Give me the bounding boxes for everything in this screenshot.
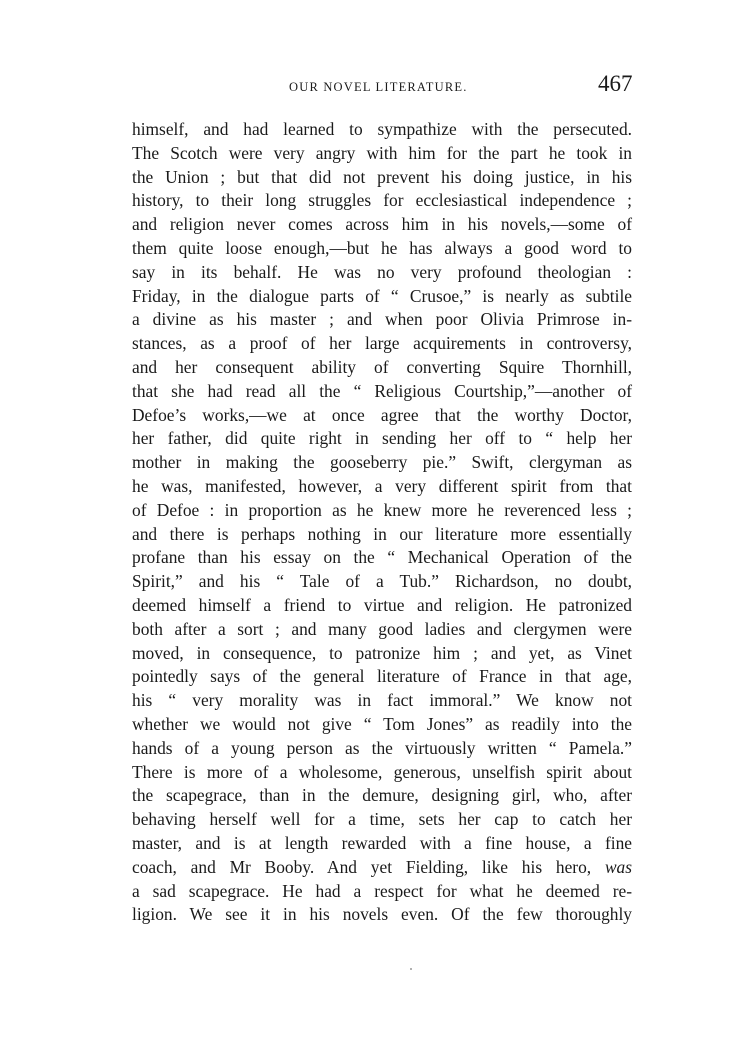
text-line: and her consequent ability of converting Squire Thornhill, [132, 356, 632, 377]
text-line: and religion never comes across him in his novels,—some of [132, 214, 632, 235]
text-line: moved, in consequence, to patronize him ; and yet, as Vinet [132, 642, 632, 663]
text-line: master, and is at length rewarded with a fine house, a fine [132, 832, 632, 853]
text-line: Defoe’s works,—we at once agree that the worthy Doctor, [132, 404, 632, 425]
text-line: behaving herself well for a time, sets her cap to catch her [132, 809, 632, 830]
text-line: both after a sort ; and many good ladies and clergymen were [132, 618, 632, 639]
text-line: and there is perhaps nothing in our literature more essentially [132, 523, 632, 544]
running-head: OUR NOVEL LITERATURE. [289, 80, 468, 94]
text-line-start: coach, and Mr Booby. And yet Fielding, like his hero, [132, 856, 592, 877]
text-line: ligion. We see it in his novels even. Of the few thoroughly [132, 904, 632, 925]
text-line: say in its behalf. He was no very profound theologian : [132, 261, 632, 282]
text-line: a sad scapegrace. He had a respect for what he deemed re- [132, 880, 632, 901]
text-line: whether we would not give “ Tom Jones” as readily into the [132, 713, 632, 734]
page-number: 467 [598, 71, 633, 96]
text-line: The Scotch were very angry with him for the part he took in [132, 142, 632, 163]
text-line: himself, and had learned to sympathize with the persecuted. [132, 119, 632, 139]
text-line: the Union ; but that did not prevent his doing justice, in his [132, 166, 632, 187]
text-line: Friday, in the dialogue parts of “ Crusoe,” is nearly as subtile [132, 285, 632, 306]
text-line: hands of a young person as the virtuously written “ Pamela.” [132, 737, 632, 758]
text-line-with-emphasis [132, 856, 632, 880]
text-line: pointedly says of the general literature of France in that age, [132, 666, 632, 687]
emphasized-word: was [604, 856, 632, 877]
text-line: There is more of a wholesome, generous, unselfish spirit about [132, 761, 632, 782]
text-line: them quite loose enough,—but he has always a good word to [132, 237, 632, 258]
text-line: that she had read all the “ Religious Courtship,”—another of [132, 380, 632, 401]
text-line: a divine as his master ; and when poor Olivia Primrose in- [132, 309, 632, 330]
text-line: deemed himself a friend to virtue and religion. He patronized [132, 594, 632, 615]
text-line: history, to their long struggles for ecclesiastical independence ; [132, 190, 632, 211]
body-text [132, 118, 632, 927]
text-line: profane than his essay on the “ Mechanical Operation of the [132, 547, 632, 568]
text-line: of Defoe : in proportion as he knew more he reverenced less ; [132, 499, 632, 520]
text-line: the scapegrace, than in the demure, designing girl, who, after [132, 785, 632, 806]
text-line: Spirit,” and his “ Tale of a Tub.” Richardson, no doubt, [132, 571, 632, 592]
paper-speck [410, 968, 412, 970]
text-line: he was, manifested, however, a very different spirit from that [132, 475, 632, 496]
text-line: her father, did quite right in sending her off to “ help her [132, 428, 632, 449]
text-line: stances, as a proof of her large acquirements in controversy, [132, 333, 632, 354]
text-line: mother in making the gooseberry pie.” Swift, clergyman as [132, 452, 632, 473]
text-line: his “ very morality was in fact immoral.” We know not [132, 690, 632, 711]
